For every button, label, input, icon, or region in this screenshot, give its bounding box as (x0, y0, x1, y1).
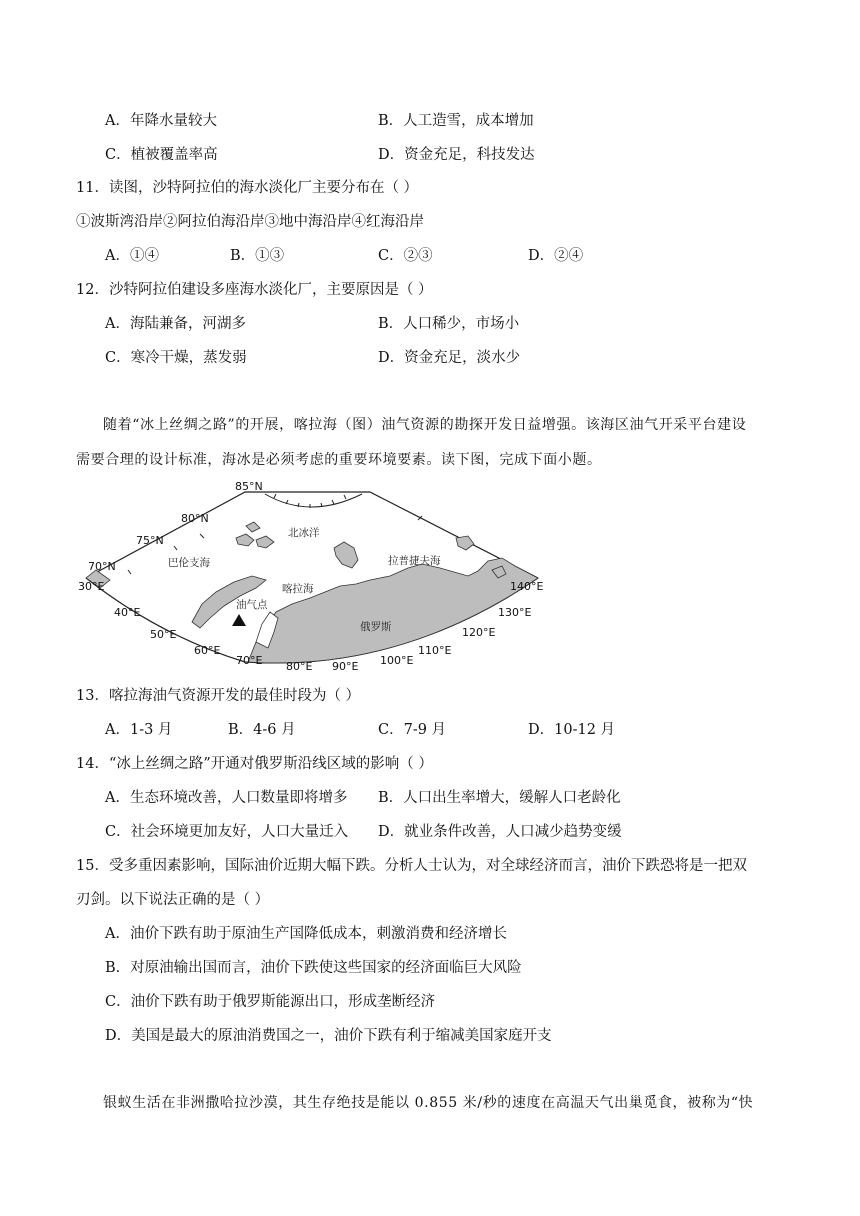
kara-sea-label: 喀拉海 (282, 583, 314, 595)
q11-option-c: C．②③ (378, 248, 433, 264)
q14-stem: 14．“冰上丝绸之路”开通对俄罗斯沿线区域的影响（ ） (76, 756, 433, 772)
lon-80-label: 80°E (286, 660, 313, 672)
lon-120-label: 120°E (462, 626, 496, 639)
q10-option-b: B．人工造雪，成本增加 (378, 113, 534, 129)
lon-140-label: 140°E (510, 580, 544, 593)
q14-option-d: D．就业条件改善，人口减少趋势变缓 (378, 824, 622, 840)
lon-110-label: 110°E (418, 644, 452, 657)
lat-80-label: 80°N (181, 512, 209, 525)
severnaya-zemlya (334, 542, 358, 568)
russia-label: 俄罗斯 (360, 621, 392, 633)
lat-85-arc (265, 494, 362, 507)
passage-1-line-2: 需要合理的设计标准，海冰是必须考虑的重要环境要素。读下图，完成下面小题。 (76, 452, 602, 468)
franz-josef-1 (236, 534, 254, 546)
q14-option-c: C．社会环境更加友好，人口大量迁入 (105, 824, 349, 840)
passage-1-line-1: 随着“冰上丝绸之路”的开展，喀拉海（图）油气资源的勘探开发日益增强。该海区油气开采平台建设 (103, 417, 747, 433)
q13-option-c: C．7-9 月 (378, 722, 447, 738)
oil-gas-point-marker (232, 614, 246, 626)
lon-60-label: 60°E (194, 644, 221, 657)
passage-2-line-1: 银蚁生活在非洲撒哈拉沙漠，其生存绝技是能以 0.855 米/秒的速度在高温天气出巢觅食，被称为“快 (103, 1095, 754, 1111)
q13-option-b: B．4-6 月 (228, 722, 296, 738)
lon-90-label: 90°E (332, 660, 359, 672)
lon-70-label: 70°E (236, 654, 263, 667)
laptev-sea-label: 拉普捷夫海 (388, 555, 441, 567)
q13-option-d: D．10-12 月 (528, 722, 616, 738)
q11-subitems: ①波斯湾沿岸②阿拉伯海沿岸③地中海沿岸④红海沿岸 (76, 214, 424, 230)
franz-josef-3 (246, 522, 260, 532)
q10-option-a: A．年降水量较大 (105, 113, 217, 129)
lat-70-label: 70°N (88, 560, 116, 573)
q10-option-d: D．资金充足，科技发达 (378, 147, 535, 163)
q11-option-d: D．②④ (528, 248, 584, 264)
q12-option-c: C．寒冷干燥，蒸发弱 (105, 350, 247, 366)
q15-option-a: A．油价下跌有助于原油生产国降低成本，刺激消费和经济增长 (105, 926, 507, 942)
oil-gas-point-label: 油气点 (236, 599, 268, 611)
arctic-ocean-label: 北冰洋 (288, 527, 320, 539)
q11-option-a: A．①④ (105, 248, 159, 264)
lon-30-label: 30°E (78, 580, 105, 593)
q10-option-c: C．植被覆盖率高 (105, 147, 218, 163)
lon-130-label: 130°E (498, 606, 532, 619)
q15-option-b: B．对原油输出国而言，油价下跌使这些国家的经济面临巨大风险 (105, 960, 522, 976)
q15-option-c: C．油价下跌有助于俄罗斯能源出口，形成垄断经济 (105, 994, 436, 1010)
q14-option-a: A．生态环境改善，人口数量即将增多 (105, 790, 348, 806)
q12-option-d: D．资金充足，淡水少 (378, 350, 521, 366)
new-siberian-islands (456, 536, 474, 550)
q12-stem: 12．沙特阿拉伯建设多座海水淡化厂，主要原因是（ ） (76, 282, 433, 298)
kara-sea-map (70, 476, 550, 672)
lon-40-label: 40°E (114, 606, 141, 619)
q12-option-b: B．人口稀少，市场小 (378, 316, 520, 332)
lon-50-label: 50°E (150, 628, 177, 641)
q14-option-b: B．人口出生率增大，缓解人口老龄化 (378, 790, 621, 806)
lat-75-label: 75°N (136, 534, 164, 547)
barents-sea-label: 巴伦支海 (168, 557, 210, 569)
q15-stem-line-1: 15．受多重因素影响，国际油价近期大幅下跌。分析人士认为，对全球经济而言，油价下跌恐将是一把双 (76, 858, 747, 874)
q13-stem: 13．喀拉海油气资源开发的最佳时段为（ ） (76, 688, 361, 704)
q12-option-a: A．海陆兼备，河湖多 (105, 316, 246, 332)
lon-100-label: 100°E (380, 654, 414, 667)
lat-85-label: 85°N (235, 480, 263, 493)
q15-stem-line-2: 刃剑。以下说法正确的是（ ） (76, 892, 270, 908)
franz-josef-2 (256, 536, 274, 548)
q15-option-d: D．美国是最大的原油消费国之一，油价下跌有利于缩减美国家庭开支 (105, 1028, 552, 1044)
q11-option-b: B．①③ (230, 248, 285, 264)
q11-stem: 11．读图，沙特阿拉伯的海水淡化厂主要分布在（ ） (76, 180, 419, 196)
q13-option-a: A．1-3 月 (105, 722, 173, 738)
